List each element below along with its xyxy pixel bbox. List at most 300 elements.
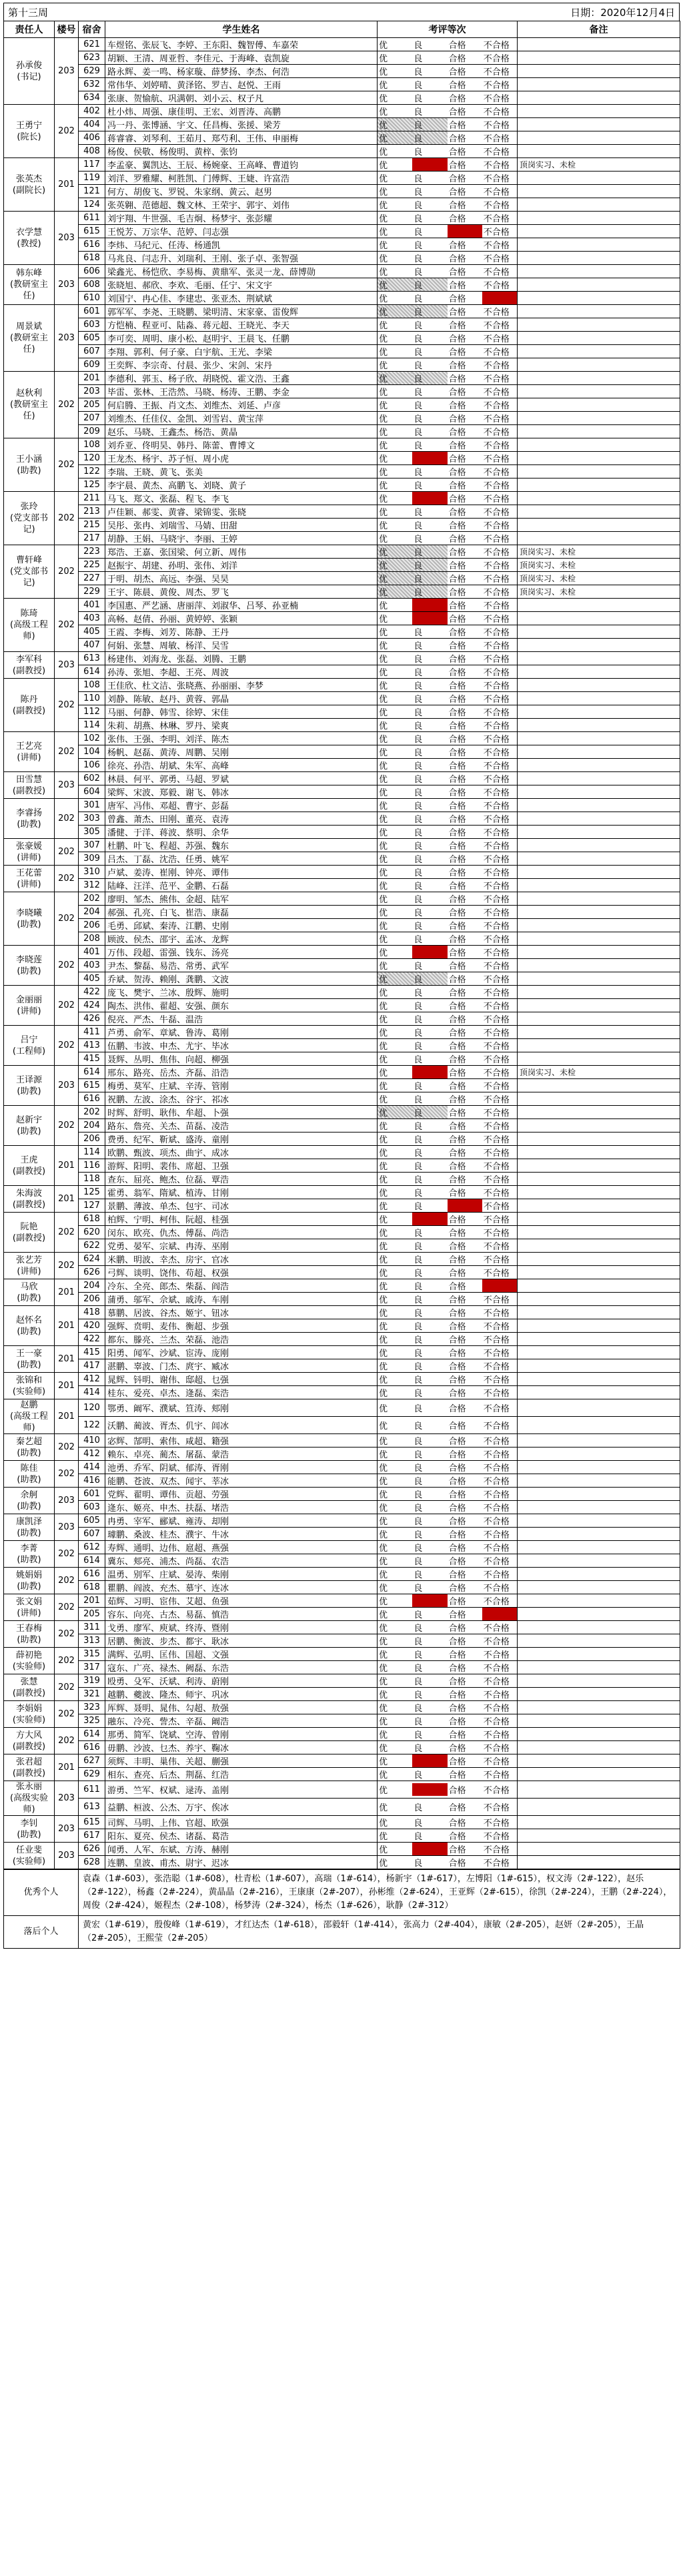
grade-cells <box>378 585 518 599</box>
grade-fail: 不合格 <box>483 842 510 852</box>
grade-fail: 不合格 <box>483 1770 510 1781</box>
grade-cells <box>378 292 518 305</box>
table-row <box>4 1266 680 1279</box>
table-row <box>4 1293 680 1306</box>
grade-fail: 不合格 <box>483 1149 510 1159</box>
grade-pass: 合格 <box>448 201 466 211</box>
grade-pass: 合格 <box>448 1375 466 1385</box>
grade-pass: 合格 <box>448 1477 466 1487</box>
room-number: 626 <box>79 1843 105 1856</box>
grade-excellent: 优 <box>379 161 388 171</box>
room-number: 204 <box>79 1279 105 1293</box>
room-number: 114 <box>79 1146 105 1159</box>
remark <box>518 1554 680 1568</box>
grade-excellent: 优 <box>379 428 388 438</box>
grade-pass: 合格 <box>448 1845 466 1855</box>
room-number: 616 <box>79 1568 105 1581</box>
grade-good: 良 <box>412 1783 447 1796</box>
grade-good: 良 <box>412 1754 447 1767</box>
table-row <box>4 1701 680 1714</box>
grade-excellent: 优 <box>378 972 412 985</box>
table-row <box>4 105 680 118</box>
grade-excellent: 优 <box>379 1803 388 1813</box>
remark <box>518 1856 680 1869</box>
remark <box>518 1386 680 1399</box>
grade-cells <box>378 1106 518 1119</box>
grade-excellent: 优 <box>379 254 388 264</box>
student-names: 时辉、舒明、耿伟、牟超、卜强 <box>105 1106 378 1119</box>
grade-pass: 合格 <box>448 428 466 438</box>
table-row <box>4 1754 680 1768</box>
grade-cells <box>378 1741 518 1754</box>
grade-cells <box>378 1253 518 1266</box>
grade-cells <box>378 1346 518 1359</box>
grade-pass: 合格 <box>448 615 466 625</box>
grade-cells <box>378 1541 518 1554</box>
grade-pass: 合格 <box>448 1504 466 1514</box>
responsible-person: 任业斐 (实验师) <box>4 1843 55 1869</box>
student-names: 邢东、路亮、岳杰、齐磊、沿浩 <box>105 1066 378 1079</box>
grade-pass: 合格 <box>448 575 466 585</box>
table-row <box>4 198 680 212</box>
table-row <box>4 1514 680 1528</box>
room-number: 629 <box>79 65 105 78</box>
student-names: 游辉、阳明、裴伟、席超、卫强 <box>105 1159 378 1173</box>
grade-excellent: 优 <box>379 948 388 958</box>
grade-pass: 合格 <box>448 1269 466 1279</box>
table-row <box>4 1434 680 1447</box>
grade-cells <box>378 1461 518 1474</box>
grade-good: 良 <box>412 972 447 985</box>
grade-good: 良 <box>414 1295 423 1305</box>
room-number: 201 <box>79 372 105 385</box>
table-row <box>4 545 680 559</box>
grade-good: 良 <box>414 54 423 64</box>
grade-cells <box>378 639 518 652</box>
remark <box>518 1346 680 1359</box>
grade-fail: 不合格 <box>483 1421 510 1431</box>
grade-excellent: 优 <box>379 268 388 278</box>
table-row <box>4 292 680 305</box>
grade-cells <box>378 158 518 172</box>
grade-cells <box>378 1079 518 1092</box>
grade-pass: 合格 <box>448 495 466 505</box>
grade-fail: 不合格 <box>483 521 510 531</box>
remark <box>518 1768 680 1781</box>
grade-good: 良 <box>414 1624 423 1634</box>
grade-excellent: 优 <box>379 241 388 251</box>
grade-pass: 合格 <box>448 788 466 798</box>
remark <box>518 412 680 425</box>
table-row <box>4 412 680 425</box>
grade-pass: 合格 <box>448 775 466 785</box>
grade-good: 良 <box>414 735 423 745</box>
grade-cells <box>378 1012 518 1026</box>
grade-pass: 合格 <box>448 1832 466 1842</box>
responsible-person: 李菁 (助教) <box>4 1541 55 1568</box>
grade-cells <box>378 465 518 478</box>
table-row <box>4 145 680 158</box>
grade-cells <box>378 572 518 585</box>
grade-cells <box>378 105 518 118</box>
grade-fail: 不合格 <box>483 1055 510 1065</box>
grade-fail: 不合格 <box>483 681 510 691</box>
responsible-person: 王艺亮 (讲师) <box>4 732 55 772</box>
room-number: 122 <box>79 1417 105 1434</box>
remark <box>518 946 680 959</box>
building-number: 201 <box>55 1346 79 1373</box>
table-row <box>4 1474 680 1488</box>
grade-fail: 不合格 <box>483 454 510 464</box>
table-row <box>4 906 680 919</box>
grade-pass: 合格 <box>448 1189 466 1199</box>
room-number: 605 <box>79 332 105 345</box>
room-number: 206 <box>79 1133 105 1146</box>
table-row <box>4 278 680 292</box>
grade-cells <box>378 1186 518 1199</box>
student-names: 郑浩、王嘉、张国梁、何立新、周伟 <box>105 545 378 559</box>
student-names: 李宇晨、黄杰、高鹏飞、刘晓、黄子 <box>105 478 378 492</box>
table-row <box>4 932 680 946</box>
grade-cells <box>378 1133 518 1146</box>
grade-excellent: 优 <box>379 1335 388 1345</box>
room-number: 414 <box>79 1386 105 1399</box>
remark <box>518 1514 680 1528</box>
student-names: 何娟、张慧、周敏、杨洋、吴雪 <box>105 639 378 652</box>
table-row <box>4 1079 680 1092</box>
grade-good: 良 <box>414 1504 423 1514</box>
grade-good: 良 <box>414 1664 423 1674</box>
grade-cells <box>378 65 518 78</box>
grade-good: 良 <box>414 895 423 905</box>
grade-good: 良 <box>414 988 423 998</box>
grade-fail: 不合格 <box>483 308 510 318</box>
student-names: 伍鹏、韦波、申杰、尤宇、毕冰 <box>105 1039 378 1052</box>
grade-cells <box>378 1816 518 1829</box>
table-row <box>4 398 680 412</box>
remark <box>518 131 680 145</box>
grade-pass: 合格 <box>448 1068 466 1078</box>
table-row <box>4 465 680 478</box>
grade-excellent: 优 <box>379 935 388 945</box>
grade-cells <box>378 1447 518 1461</box>
student-names: 冷东、全亮、郎杰、柴磊、阎浩 <box>105 1279 378 1293</box>
student-names: 融东、冷亮、訾杰、辛磊、阚浩 <box>105 1714 378 1728</box>
grade-good: 良 <box>414 1175 423 1185</box>
grade-good: 良 <box>414 1242 423 1252</box>
grade-pass: 合格 <box>448 214 466 224</box>
grade-cells <box>378 799 518 812</box>
room-number: 108 <box>79 438 105 452</box>
student-names: 闵东、欧亮、仇杰、傅磊、尚浩 <box>105 1226 378 1239</box>
grade-pass: 合格 <box>448 842 466 852</box>
grade-fail: 不合格 <box>483 882 510 892</box>
grade-cells <box>378 1399 518 1417</box>
building-number: 203 <box>55 38 79 105</box>
grade-cells <box>378 1199 518 1213</box>
grade-fail: 不合格 <box>483 374 510 384</box>
remark <box>518 212 680 225</box>
grade-fail: 不合格 <box>483 81 510 91</box>
remark <box>518 278 680 292</box>
grade-excellent: 优 <box>379 1068 388 1078</box>
grade-pass: 合格 <box>448 1135 466 1145</box>
grade-excellent: 优 <box>379 708 388 718</box>
remark <box>518 185 680 198</box>
building-number: 202 <box>55 799 79 839</box>
grade-fail: 不合格 <box>483 695 510 705</box>
grade-fail: 不合格 <box>483 1189 510 1199</box>
remark <box>518 932 680 946</box>
grade-excellent: 优 <box>379 107 388 117</box>
grade-excellent: 优 <box>378 1106 412 1118</box>
student-names: 柏辉、宁明、柯伟、阮超、桂强 <box>105 1213 378 1226</box>
grade-good: 良 <box>414 1335 423 1345</box>
remark <box>518 785 680 799</box>
student-names: 闻勇、人军、东斌、方涛、赫刚 <box>105 1843 378 1856</box>
room-number: 411 <box>79 1026 105 1039</box>
room-number: 209 <box>79 425 105 438</box>
grade-good: 良 <box>414 1322 423 1332</box>
table-row <box>4 652 680 665</box>
grade-fail: 不合格 <box>483 188 510 198</box>
table-row <box>4 1333 680 1346</box>
grade-good: 良 <box>414 41 423 51</box>
responsible-person: 李晓曦 (助教) <box>4 892 55 946</box>
table-row <box>4 732 680 745</box>
grade-pass: 合格 <box>448 481 466 491</box>
grade-pass: 合格 <box>448 1584 466 1594</box>
grade-cells <box>378 959 518 972</box>
remark <box>518 105 680 118</box>
grade-pass: 合格 <box>448 1717 466 1727</box>
table-row <box>4 1829 680 1843</box>
grade-fail: 不合格 <box>483 855 510 865</box>
building-number: 201 <box>55 1754 79 1781</box>
room-number: 110 <box>79 692 105 705</box>
student-names: 陆峰、汪洋、范平、金鹏、石磊 <box>105 879 378 892</box>
grade-cells <box>378 118 518 131</box>
inspection-sheet <box>3 3 680 1949</box>
grade-cells <box>378 1266 518 1279</box>
grade-fail: 不合格 <box>483 535 510 545</box>
grade-cells <box>378 692 518 705</box>
grade-fail: 不合格 <box>483 228 510 238</box>
grade-cells <box>378 1648 518 1661</box>
responsible-person: 王花蕾 (讲师) <box>4 866 55 892</box>
remark <box>518 1199 680 1213</box>
grade-fail: 不合格 <box>483 1819 510 1829</box>
grade-excellent: 优 <box>379 655 388 665</box>
room-number: 420 <box>79 1319 105 1333</box>
grade-fail: 不合格 <box>483 1690 510 1700</box>
room-number: 120 <box>79 1399 105 1417</box>
grade-good: 良 <box>414 1189 423 1199</box>
grade-fail: 不合格 <box>483 1202 510 1212</box>
grade-cells <box>378 545 518 559</box>
room-number: 227 <box>79 572 105 585</box>
grade-pass: 合格 <box>448 107 466 117</box>
table-row <box>4 705 680 719</box>
grade-excellent: 优 <box>379 988 388 998</box>
student-names: 王奕辉、李宗奇、付晨、张少、宋剑、宋丹 <box>105 358 378 372</box>
student-names: 宓辉、郜明、索伟、咸超、籍强 <box>105 1434 378 1447</box>
table-row <box>4 185 680 198</box>
grade-cells <box>378 505 518 519</box>
grade-cells <box>378 719 518 732</box>
remark: 顶岗实习、未检 <box>518 572 680 585</box>
room-number: 204 <box>79 906 105 919</box>
grade-fail: 不合格 <box>482 1608 517 1620</box>
grade-fail: 不合格 <box>483 922 510 932</box>
grade-excellent: 优 <box>379 668 388 678</box>
grade-pass: 合格 <box>448 1664 466 1674</box>
responsible-person: 张英杰 (副院长) <box>4 158 55 212</box>
building-number: 202 <box>55 372 79 438</box>
grade-fail: 不合格 <box>483 481 510 491</box>
student-names: 潘健、于洋、蒋波、蔡明、余华 <box>105 826 378 839</box>
grade-pass: 合格 <box>448 134 466 144</box>
building-number: 202 <box>55 545 79 599</box>
grade-good: 良 <box>414 481 423 491</box>
remark <box>518 705 680 719</box>
grade-excellent: 优 <box>379 1757 388 1767</box>
responsible-person: 陈丹 (副教授) <box>4 679 55 732</box>
room-number: 215 <box>79 519 105 532</box>
remark <box>518 1581 680 1594</box>
grade-cells <box>378 879 518 892</box>
grade-fail: 不合格 <box>483 988 510 998</box>
responsible-person: 韩东峰 (教研室主任) <box>4 265 55 305</box>
room-number: 608 <box>79 278 105 292</box>
grade-cells <box>378 705 518 719</box>
grade-good: 良 <box>414 1404 423 1414</box>
grade-pass: 合格 <box>448 401 466 411</box>
remark <box>518 839 680 852</box>
responsible-person: 薛初艳 (实验师) <box>4 1648 55 1674</box>
grade-excellent: 优 <box>379 1349 388 1359</box>
room-number: 412 <box>79 1447 105 1461</box>
student-names: 欧鹏、甄波、项杰、曲宇、成冰 <box>105 1146 378 1159</box>
student-names: 郝强、孔亮、白飞、崔浩、康磊 <box>105 906 378 919</box>
building-number: 201 <box>55 1186 79 1213</box>
student-names: 鄂勇、阚军、濮斌、笪涛、郏刚 <box>105 1399 378 1417</box>
student-names: 逄东、姬亮、申杰、扶磊、堵浩 <box>105 1501 378 1514</box>
grade-excellent: 优 <box>379 1082 388 1092</box>
grade-excellent: 优 <box>379 1786 388 1796</box>
building-number: 202 <box>55 1253 79 1279</box>
student-names: 曾鑫、萧杰、田刚、董亮、袁涛 <box>105 812 378 826</box>
grade-excellent: 优 <box>379 1819 388 1829</box>
room-number: 618 <box>79 1213 105 1226</box>
room-number: 413 <box>79 1039 105 1052</box>
grade-fail: 不合格 <box>483 1744 510 1754</box>
table-row <box>4 972 680 986</box>
grade-good: 良 <box>414 521 423 531</box>
building-number: 202 <box>55 1434 79 1461</box>
grade-good: 良 <box>414 1055 423 1065</box>
grade-pass: 合格 <box>448 1637 466 1647</box>
building-number: 202 <box>55 1728 79 1754</box>
grade-pass: 合格 <box>448 1002 466 1012</box>
responsible-person: 李钊 (助教) <box>4 1816 55 1843</box>
room-number: 120 <box>79 452 105 465</box>
grade-cells <box>378 1373 518 1386</box>
behind-row <box>4 1916 680 1949</box>
grade-fail: 不合格 <box>483 1757 510 1767</box>
table-row <box>4 1541 680 1554</box>
remark <box>518 1119 680 1133</box>
grade-fail: 不合格 <box>483 975 510 985</box>
grade-fail: 不合格 <box>483 561 510 571</box>
responsible-person: 张艺芳 (讲师) <box>4 1253 55 1279</box>
building-number: 203 <box>55 1781 79 1816</box>
table-row <box>4 1447 680 1461</box>
room-number: 607 <box>79 345 105 358</box>
grade-fail: 不合格 <box>483 147 510 157</box>
table-row <box>4 612 680 625</box>
grade-pass: 合格 <box>448 1530 466 1540</box>
grade-cells <box>378 1226 518 1239</box>
grade-good: 良 <box>414 1859 423 1869</box>
grade-cells <box>378 1554 518 1568</box>
responsible-person: 孙承俊 (书记) <box>4 38 55 105</box>
grade-excellent: 优 <box>379 188 388 198</box>
grade-cells <box>378 625 518 639</box>
remark <box>518 625 680 639</box>
grade-excellent: 优 <box>379 1042 388 1052</box>
student-names: 朱莉、胡燕、林琳、罗丹、梁爽 <box>105 719 378 732</box>
grade-fail: 不合格 <box>483 201 510 211</box>
room-number: 201 <box>79 1594 105 1608</box>
responsible-person: 朱海波 (副教授) <box>4 1186 55 1213</box>
room-number: 622 <box>79 1239 105 1253</box>
grade-cells <box>378 1634 518 1648</box>
grade-good: 良 <box>414 188 423 198</box>
remark <box>518 318 680 332</box>
grade-cells <box>378 225 518 238</box>
grade-fail: 不合格 <box>483 1704 510 1714</box>
grade-good: 良 <box>414 801 423 812</box>
remark: 顶岗实习、未检 <box>518 158 680 172</box>
table-row <box>4 1648 680 1661</box>
behind-label: 落后个人 <box>4 1916 79 1949</box>
room-number: 627 <box>79 1754 105 1768</box>
grade-fail: 不合格 <box>483 815 510 825</box>
grade-pass: 合格 <box>448 1450 466 1460</box>
grade-good: 良 <box>414 1269 423 1279</box>
grade-fail: 不合格 <box>483 1389 510 1399</box>
grade-excellent: 优 <box>379 788 388 798</box>
remark <box>518 1213 680 1226</box>
remark <box>518 1568 680 1581</box>
grade-good: 良 <box>414 1229 423 1239</box>
grade-fail: 不合格 <box>483 348 510 358</box>
student-names: 万伟、段超、雷强、钱东、汤亮 <box>105 946 378 959</box>
grade-pass: 合格 <box>448 268 466 278</box>
table-row <box>4 118 680 131</box>
table-row <box>4 852 680 866</box>
grade-cells <box>378 1319 518 1333</box>
grade-good: 良 <box>414 1437 423 1447</box>
student-names: 马飞、郑文、张磊、程飞、李飞 <box>105 492 378 505</box>
room-number: 104 <box>79 745 105 759</box>
student-names: 杜小炜、周强、康佳明、王宏、刘晋涛、高鹏 <box>105 105 378 118</box>
grade-excellent: 优 <box>379 1845 388 1855</box>
grade-good: 良 <box>414 761 423 771</box>
student-names: 茹辉、习明、宦伟、艾超、鱼强 <box>105 1594 378 1608</box>
grade-pass: 合格 <box>448 1215 466 1225</box>
